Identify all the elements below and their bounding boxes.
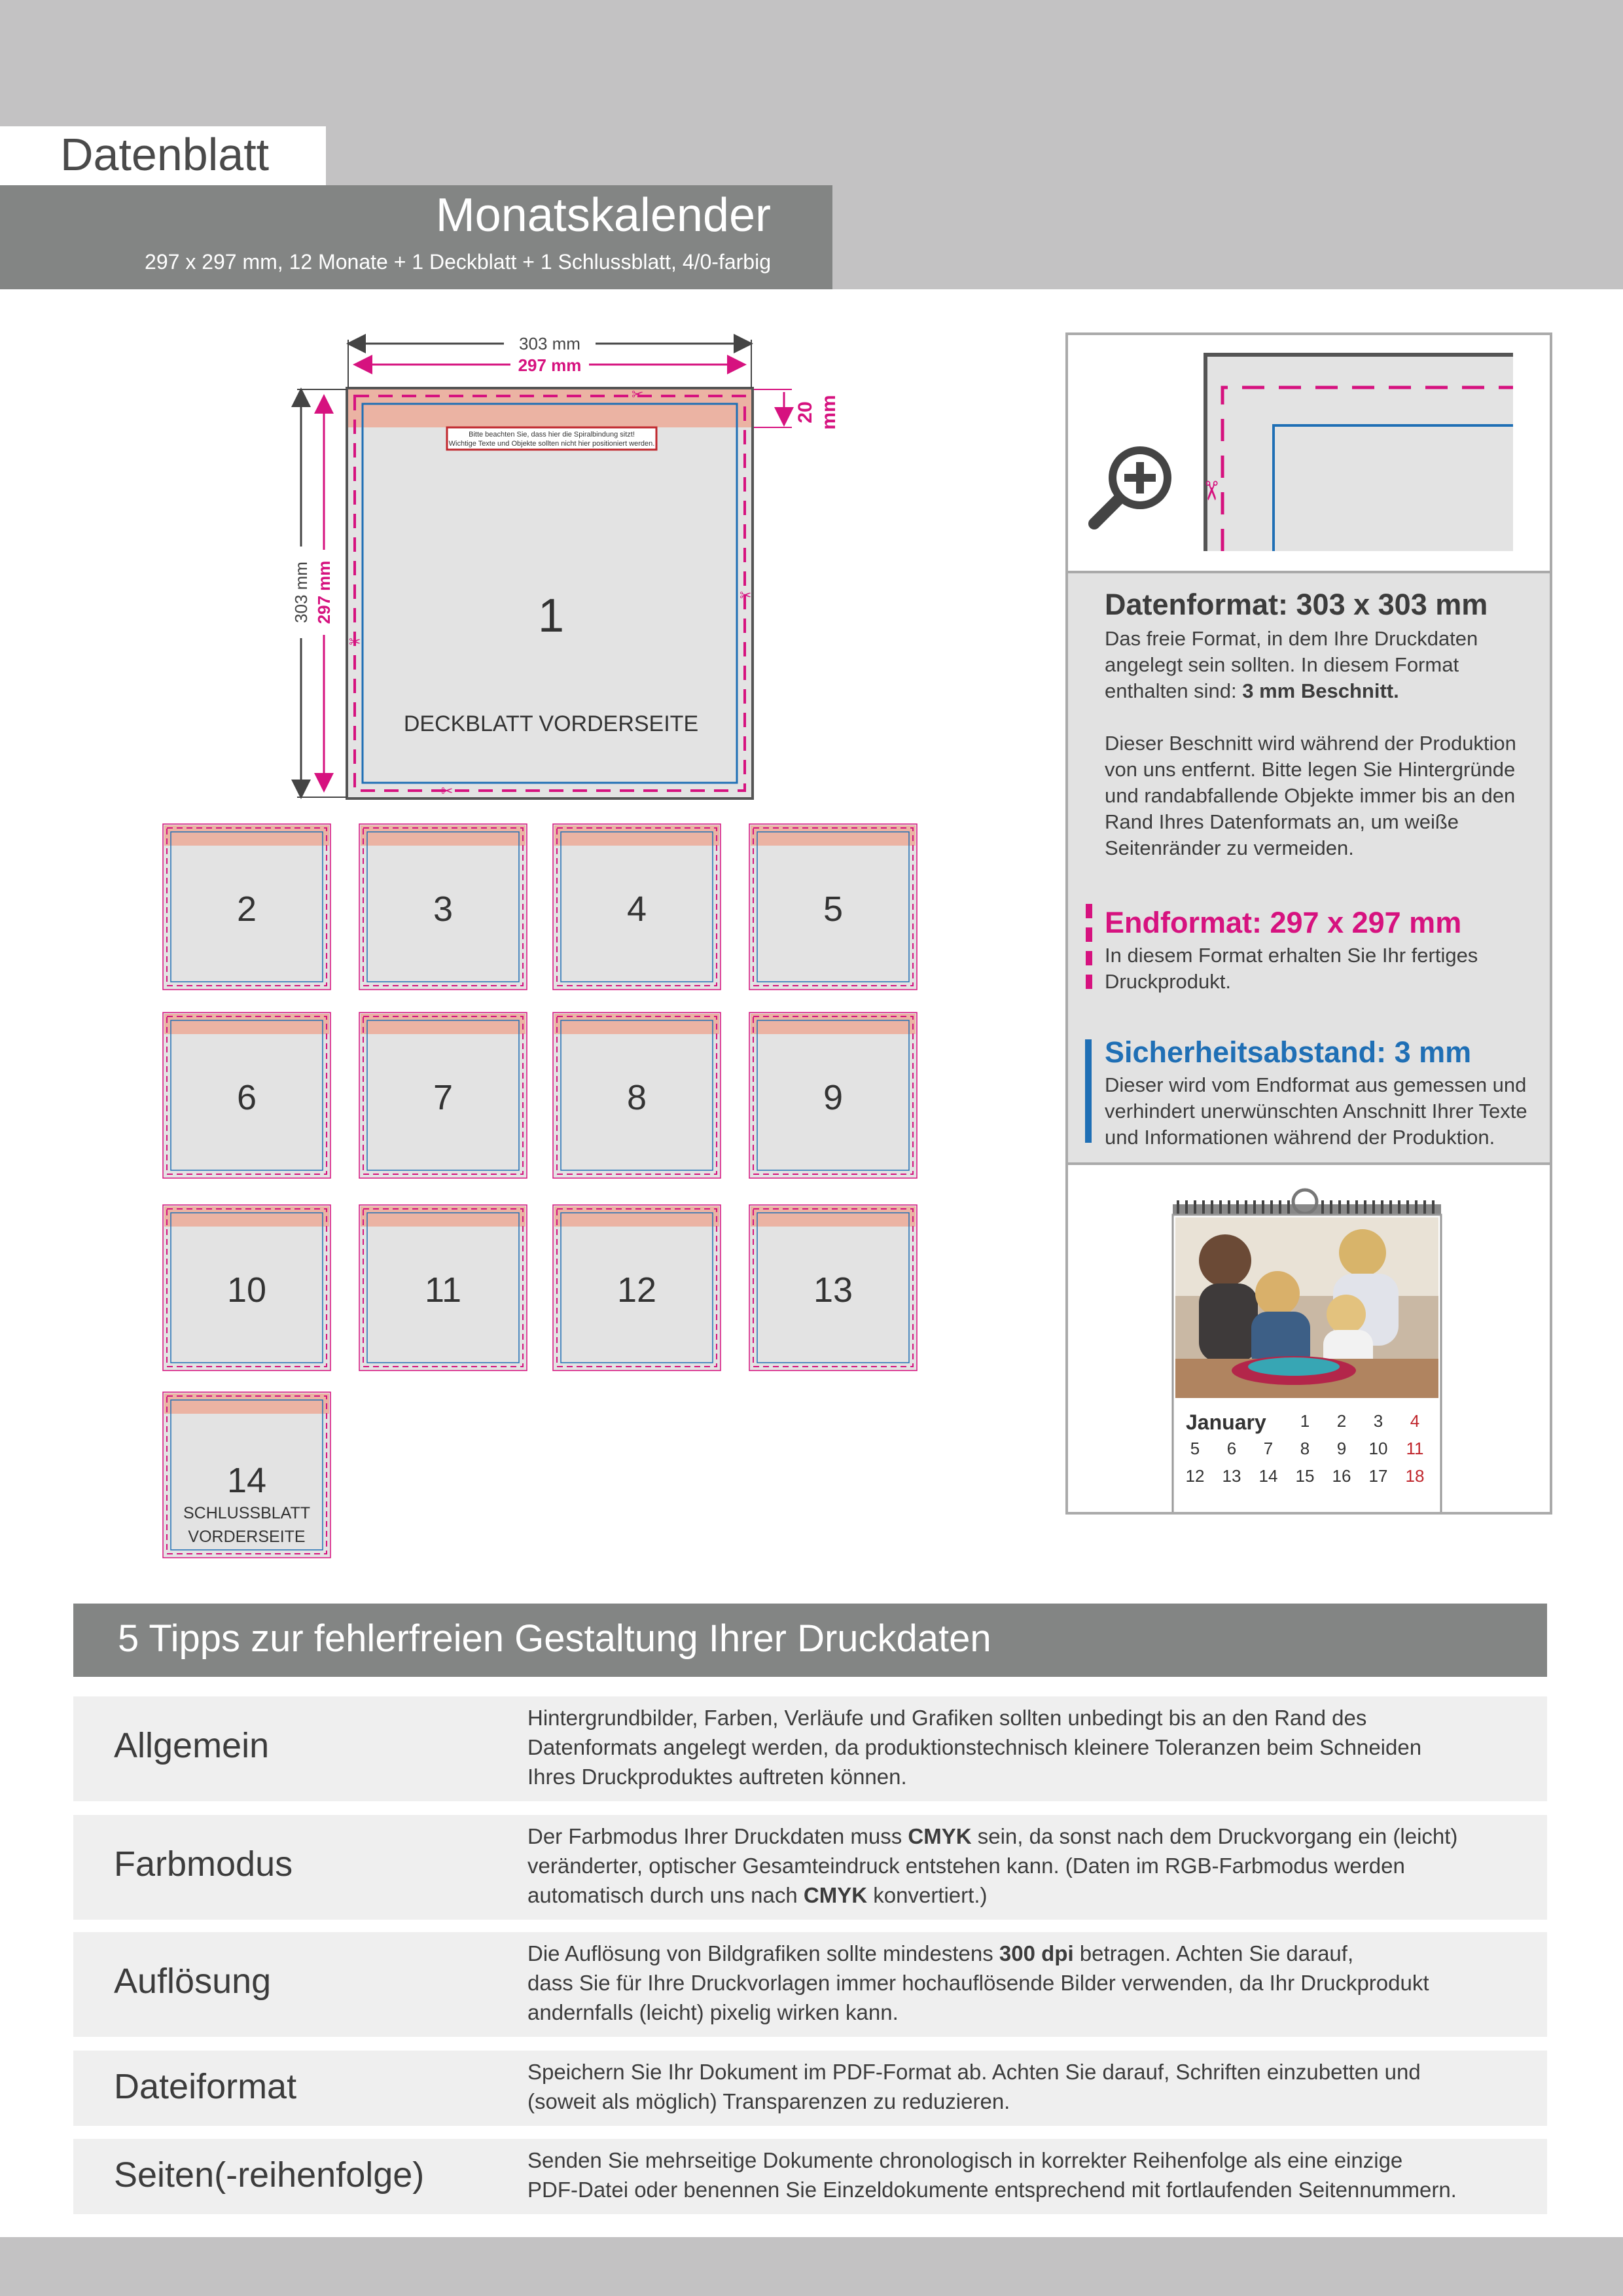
tip-row-farbmodus — [73, 1815, 1547, 1920]
text-line — [1105, 678, 1543, 704]
calendar-day: 12 — [1185, 1466, 1205, 1486]
calendar-page-thumbnail — [162, 1391, 331, 1558]
page-number: 9 — [823, 1078, 844, 1117]
calendar-day-sunday: 11 — [1406, 1439, 1424, 1458]
cover-page-label: DECKBLATT VORDERSEITE — [403, 711, 699, 736]
endformat-title: Endformat: 297 x 297 mm — [1105, 906, 1462, 939]
cover-page-number: 1 — [537, 590, 565, 642]
calendar-day: 10 — [1368, 1439, 1388, 1458]
calendar-day: 14 — [1258, 1466, 1278, 1486]
tip-label: Farbmodus — [114, 1844, 293, 1884]
text-bold: CMYK — [803, 1883, 868, 1907]
text-line: und Informationen während der Produktion. — [1105, 1126, 1495, 1149]
doc-type-label: Datenblatt — [60, 129, 270, 180]
text-span: enthalten sind: — [1105, 679, 1243, 702]
calendar-day: 16 — [1332, 1466, 1351, 1486]
text-line: veränderter, optischer Gesamteindruck entstehen kann. (Daten im RGB-Farbmodus werden — [527, 1854, 1405, 1878]
calendar-day: 3 — [1373, 1411, 1383, 1431]
text-bold: 300 dpi — [999, 1941, 1074, 1965]
footer-band — [0, 2237, 1623, 2296]
text-line: Rand Ihres Datenformats an, um weiße — [1105, 810, 1459, 833]
calendar-page-thumbnail — [552, 823, 721, 990]
calendar-page-thumbnail — [162, 1204, 331, 1371]
scissors-icon: ✂ — [349, 634, 361, 650]
text-line: PDF-Datei oder benennen Sie Einzeldokumente entsprechend mit fortlaufenden Seitennummern. — [527, 2178, 1457, 2202]
text-span: Die Auflösung von Bildgrafiken sollte mindestens — [527, 1941, 999, 1965]
page-number: 12 — [616, 1270, 657, 1310]
calendar-day-sunday: 18 — [1405, 1466, 1425, 1486]
page-number: 14 — [226, 1461, 267, 1500]
scissors-icon: ✂ — [740, 587, 752, 603]
text-bold: CMYK — [908, 1824, 972, 1848]
calendar-page-thumbnail — [359, 1204, 527, 1371]
text-line: Speichern Sie Ihr Dokument im PDF-Format ab. Achten Sie darauf, Schriften einzubetten und — [527, 2060, 1421, 2084]
tip-text — [527, 2057, 1535, 2116]
tips-title: 5 Tipps zur fehlerfreien Gestaltung Ihrer Druckdaten — [118, 1617, 991, 1660]
text-line: Senden Sie mehrseitige Dokumente chronologisch in korrekter Reihenfolge als eine einzige — [527, 2148, 1403, 2172]
page-title: Monatskalender — [435, 189, 771, 242]
caption-line: VORDERSEITE — [188, 1528, 306, 1546]
text-line: von uns entfernt. Bitte legen Sie Hintergründe — [1105, 758, 1516, 781]
text-line — [527, 1880, 1535, 1910]
family-photo — [1175, 1217, 1438, 1398]
sicherheit-title: Sicherheitsabstand: 3 mm — [1105, 1035, 1472, 1069]
bleed-value: 3 mm Beschnitt. — [1242, 679, 1399, 702]
text-line: angelegt sein sollten. In diesem Format — [1105, 653, 1459, 676]
dim-spiral-unit: mm — [818, 395, 840, 430]
text-line: dass Sie für Ihre Druckvorlagen immer hochauflösende Bilder verwenden, da Ihr Druckprodukt — [527, 1971, 1429, 1995]
calendar-page-thumbnail — [552, 1204, 721, 1371]
calendar-page-thumbnail — [749, 823, 918, 990]
datenformat-title: Datenformat: 303 x 303 mm — [1105, 588, 1488, 621]
spiral-note-line1: Bitte beachten Sie, dass hier die Spiralbindung sitzt! — [469, 431, 635, 439]
page-number: 10 — [226, 1270, 267, 1310]
text-span: sein, da sonst nach dem Druckvorgang ein (leicht) — [971, 1824, 1458, 1848]
tip-label: Auflösung — [114, 1962, 272, 2001]
sicherheit-text — [1105, 1072, 1543, 1151]
scissors-icon: ✂ — [1196, 480, 1225, 502]
zoom-detail — [1068, 335, 1550, 571]
beschnitt-text — [1105, 730, 1543, 861]
calendar-day: 13 — [1222, 1466, 1241, 1486]
dim-final-top-label: 297 mm — [518, 355, 582, 375]
scissors-icon: ✂ — [632, 386, 644, 403]
text-line: Seitenränder zu vermeiden. — [1105, 836, 1354, 859]
calendar-page-thumbnail — [162, 1012, 331, 1179]
tip-row-allgemein — [73, 1696, 1547, 1801]
calendar-page-thumbnail — [162, 823, 331, 990]
tip-text — [527, 2145, 1535, 2204]
calendar-day-sunday: 4 — [1410, 1411, 1420, 1431]
dim-outer-left-label: 303 mm — [291, 562, 311, 623]
calendar-page-thumbnail — [359, 823, 527, 990]
calendar-day: 17 — [1368, 1466, 1388, 1486]
tip-row-aufloesung — [73, 1932, 1547, 2037]
caption-line: SCHLUSSBLATT — [183, 1504, 311, 1522]
calendar-day: 9 — [1336, 1439, 1347, 1458]
calendar-day: 7 — [1263, 1439, 1274, 1458]
text-line: Dieser Beschnitt wird während der Produktion — [1105, 732, 1516, 755]
calendar-preview — [1068, 1162, 1550, 1512]
tip-label: Allgemein — [114, 1726, 270, 1765]
text-line: Datenformats angelegt werden, da produktionstechnisch kleinere Toleranzen beim Schneiden — [527, 1735, 1422, 1759]
text-line: Das freie Format, in dem Ihre Druckdaten — [1105, 627, 1478, 650]
text-line: Druckprodukt. — [1105, 970, 1231, 993]
text-line: (soweit als möglich) Transparenzen zu reduzieren. — [527, 2089, 1010, 2113]
text-span: konvertiert.) — [867, 1883, 988, 1907]
dim-outer-top-label: 303 mm — [519, 334, 580, 353]
page-number: 2 — [236, 889, 257, 929]
text-line: Ihres Druckproduktes auftreten können. — [527, 1765, 907, 1789]
endformat-text — [1105, 942, 1543, 995]
text-line — [527, 1939, 1535, 1968]
page-number: 4 — [626, 889, 647, 929]
page-number: 6 — [236, 1078, 257, 1117]
dim-spiral-value: 20 — [794, 401, 816, 423]
tip-row-dateiformat — [73, 2051, 1547, 2126]
calendar-page-thumbnail — [749, 1012, 918, 1179]
tip-text — [527, 1821, 1535, 1910]
endformat-marker — [1082, 904, 1096, 989]
text-span: automatisch durch uns nach — [527, 1883, 804, 1907]
format-info-panel — [1065, 332, 1552, 1515]
page-number: 3 — [433, 889, 454, 929]
tip-text — [527, 1939, 1535, 2027]
page-caption — [162, 1501, 331, 1549]
text-line — [527, 1821, 1535, 1851]
text-span: Der Farbmodus Ihrer Druckdaten muss — [527, 1824, 908, 1848]
format-explanations — [1068, 571, 1550, 1165]
calendar-day: 6 — [1226, 1439, 1237, 1458]
text-line: In diesem Format erhalten Sie Ihr fertiges — [1105, 944, 1478, 967]
calendar-page-thumbnail — [552, 1012, 721, 1179]
page-number: 11 — [424, 1270, 462, 1310]
calendar-page-thumbnail — [749, 1204, 918, 1371]
page-number: 8 — [626, 1078, 647, 1117]
zoom-in-icon — [1094, 446, 1171, 524]
scissors-icon: ✂ — [441, 783, 454, 799]
page-number: 5 — [823, 889, 844, 929]
text-line: Dieser wird vom Endformat aus gemessen und — [1105, 1073, 1527, 1096]
calendar-page-thumbnail — [359, 1012, 527, 1179]
calendar-day: 8 — [1300, 1439, 1310, 1458]
calendar-day: 15 — [1295, 1466, 1315, 1486]
text-span: betragen. Achten Sie darauf, — [1073, 1941, 1354, 1965]
calendar-day: 2 — [1336, 1411, 1347, 1431]
page-subtitle: 297 x 297 mm, 12 Monate + 1 Deckblatt + 1 Schlussblatt, 4/0-farbig — [145, 250, 771, 274]
calendar-month-name: January — [1186, 1410, 1266, 1434]
calendar-day: 1 — [1300, 1411, 1310, 1431]
cover-page-diagram — [288, 331, 864, 815]
text-line: verhindert unerwünschten Anschnitt Ihrer Texte — [1105, 1100, 1527, 1122]
page-number: 7 — [433, 1078, 454, 1117]
tip-text — [527, 1703, 1535, 1791]
spiral-note-line2: Wichtige Texte und Objekte sollten nicht hier positioniert werden. — [448, 440, 655, 448]
text-line: andernfalls (leicht) pixelig wirken kann. — [527, 2000, 899, 2024]
calendar-day: 5 — [1190, 1439, 1200, 1458]
page-number: 13 — [813, 1270, 853, 1310]
tip-label: Dateiformat — [114, 2067, 297, 2106]
sicherheit-marker — [1085, 1039, 1092, 1143]
dim-final-left-label: 297 mm — [314, 560, 334, 624]
tip-label: Seiten(-reihenfolge) — [114, 2155, 425, 2195]
text-line: und randabfallende Objekte immer bis an den — [1105, 784, 1516, 807]
datenformat-text — [1105, 626, 1543, 704]
tip-row-seiten — [73, 2139, 1547, 2214]
text-line: Hintergrundbilder, Farben, Verläufe und Grafiken sollten unbedingt bis an den Rand des — [527, 1706, 1367, 1730]
